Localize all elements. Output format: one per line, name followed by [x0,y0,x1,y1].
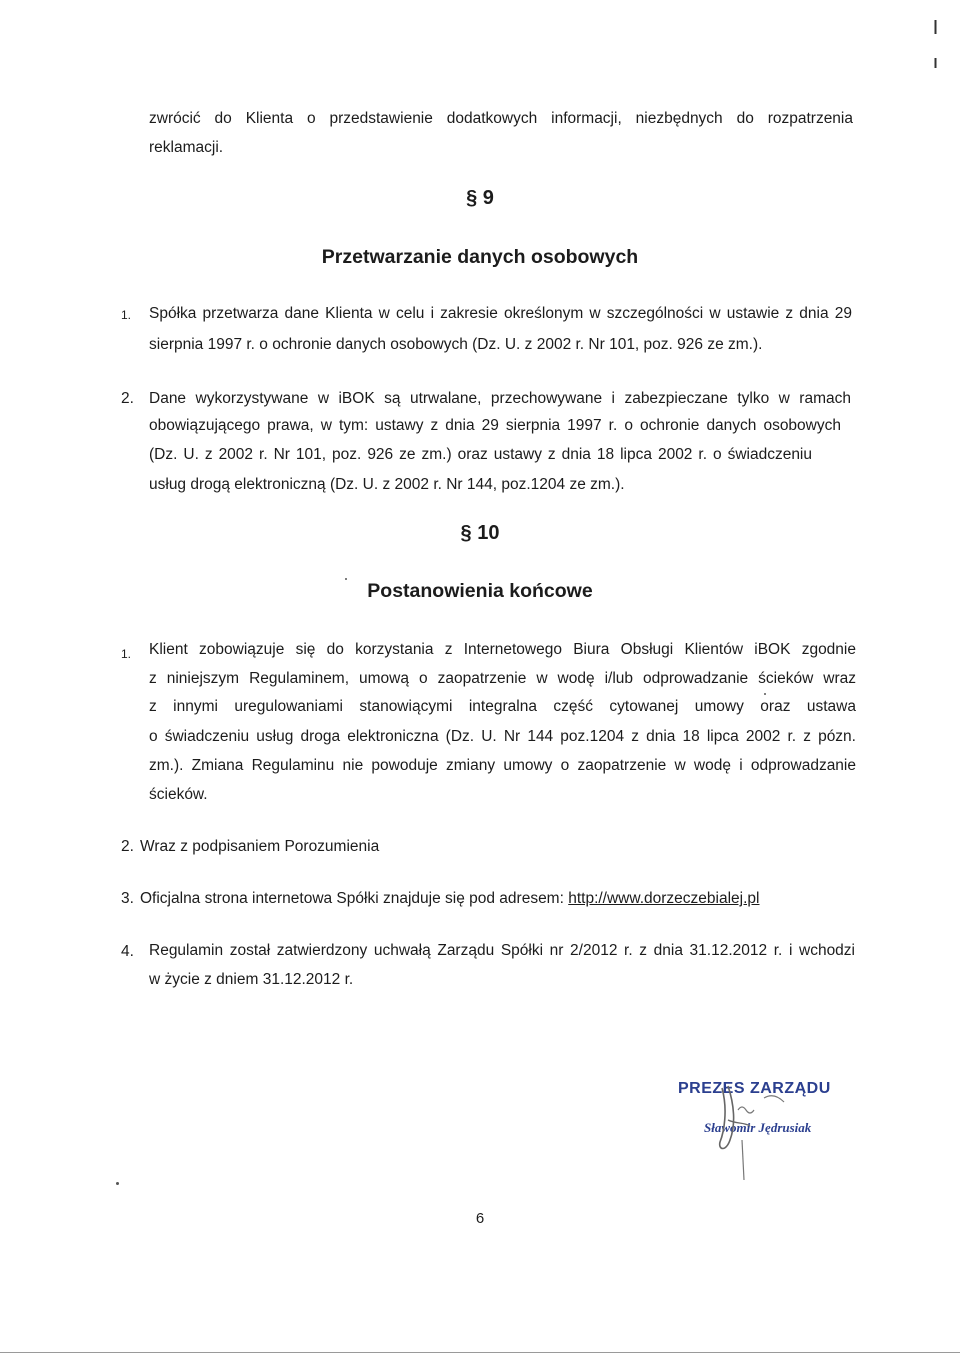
stamp-title: PREZES ZARZĄDU [678,1080,831,1097]
sec10-item-1-line-1: Klient zobowiązuje się do korzystania z Internetowego Biura Obsługi Klientów iBOK zgodnie [149,641,856,658]
handwritten-signature [678,1080,858,1190]
sec9-item-2-line-1: Dane wykorzystywane w iBOK są utrwalane, przechowywane i zabezpieczane tylko w ramach [149,390,851,407]
sec10-item-3-number: 3. [121,890,134,907]
page-bottom-rule [0,1352,960,1353]
sec9-item-2-line-4: usług drogą elektroniczną (Dz. U. z 2002 r. Nr 144, poz.1204 ze zm.). [149,476,625,493]
scan-speck [764,693,766,695]
sec10-item-1-line-2: z niniejszym Regulaminem, umową o zaopatrzenie w wodę i/lub odprowadzanie ścieków wraz [149,670,856,687]
sec10-item-1-line-3: z innymi uregulowaniami stanowiącymi integralna część cytowanej umowy oraz ustawa [149,698,856,715]
sec10-item-2-number: 2. [121,838,134,855]
section-10-number: § 10 [460,522,500,544]
sec10-item-1-line-5: zm.). Zmiana Regulaminu nie powoduje zmiany umowy o zaopatrzenie w wodę i odprowadzanie [149,757,856,774]
sec10-item-1-line-4: o świadczeniu usług droga elektroniczna (Dz. U. Nr 144 poz.1204 z dnia 18 lipca 2002 r. z pózn. [149,728,856,745]
stamp-name: Sławomir Jędrusiak [704,1120,812,1135]
scan-speck [116,1182,119,1185]
sec10-item-1-number: 1. [121,647,132,661]
website-link[interactable]: http://www.dorzeczebialej.pl [568,890,760,907]
sec9-item-1-line-2: sierpnia 1997 r. o ochronie danych osobowych (Dz. U. z 2002 r. Nr 101, poz. 926 ze zm.). [149,336,763,353]
page-number: 6 [475,1210,485,1227]
section-10-title: Postanowienia końcowe [367,580,593,602]
sec9-item-1-line-1: Spółka przetwarza dane Klienta w celu i zakresie określonym w szczególności w ustawie z dnia 29 [149,305,852,322]
sec10-item-4-number: 4. [121,943,134,960]
intro-line-2: reklamacji. [149,139,224,156]
sec9-item-2-number: 2. [121,390,134,407]
intro-line-1: zwrócić do Klienta o przedstawienie dodatkowych informacji, niezbędnych do rozpatrzenia [149,110,853,127]
sec10-item-2-text: Wraz z podpisaniem Porozumienia [140,838,380,855]
scan-edge-mark [934,20,937,68]
sec9-item-1-number: 1. [121,308,132,322]
sec10-item-3-line [140,884,759,913]
section-9-number: § 9 [466,187,494,209]
sec9-item-2-line-2: obowiązującego prawa, w tym: ustawy z dnia 29 sierpnia 1997 r. o ochronie danych osobowych [149,417,841,434]
sec10-item-1-line-6: ścieków. [149,786,208,803]
section-9-title: Przetwarzanie danych osobowych [321,246,639,268]
scan-speck [345,578,347,580]
president-stamp [678,1080,858,1170]
sec9-item-2-line-3: (Dz. U. z 2002 r. Nr 101, poz. 926 ze zm.) oraz ustawy z dnia 18 lipca 2002 r. o świadczeniu [149,446,812,463]
sec10-item-3-text: Oficjalna strona internetowa Spółki znajduje się pod adresem: [140,890,569,907]
sec10-item-4-line-1: Regulamin został zatwierdzony uchwałą Zarządu Spółki nr 2/2012 r. z dnia 31.12.2012 r. i wchodzi [149,942,855,959]
sec10-item-4-line-2: w życie z dniem 31.12.2012 r. [149,971,354,988]
